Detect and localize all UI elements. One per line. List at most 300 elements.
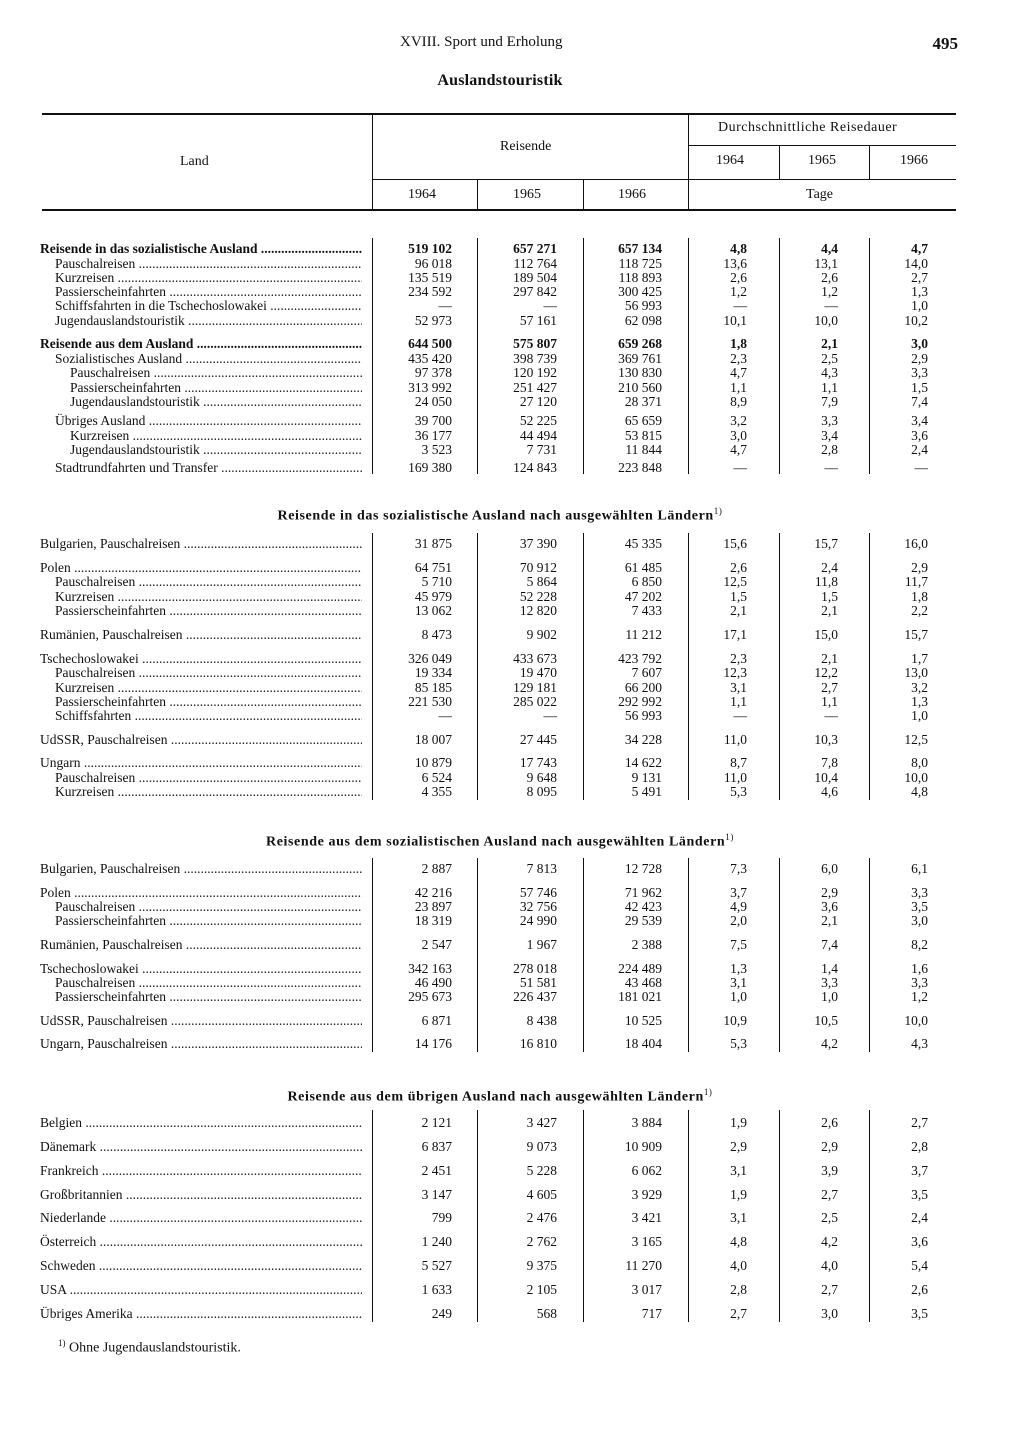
cell-reisedauer: 13,0	[904, 665, 928, 680]
cell-reisende: 5 864	[526, 574, 557, 589]
cell-reisende: 66 200	[624, 680, 662, 695]
col-year-dauer: 1964	[716, 153, 744, 168]
table-row	[0, 1013, 1024, 1028]
row-label: Bulgarien, Pauschalreisen .....	[40, 861, 362, 876]
cell-reisedauer: 1,1	[730, 380, 747, 395]
cell-reisedauer: 2,6	[730, 270, 747, 285]
cell-reisende: 2 388	[631, 937, 662, 952]
row-label: Polen .....	[40, 885, 362, 900]
cell-reisende: 65 659	[624, 413, 662, 428]
row-label: UdSSR, Pauschalreisen .....	[40, 1013, 362, 1028]
cell-reisende: 10 909	[624, 1139, 662, 1154]
cell-reisedauer: 2,7	[730, 1306, 747, 1321]
cell-reisedauer: 2,4	[821, 560, 838, 575]
cell-reisedauer: 3,2	[911, 680, 928, 695]
table-row	[0, 336, 1024, 351]
cell-reisedauer: 1,9	[730, 1187, 747, 1202]
cell-reisedauer: —	[824, 298, 838, 313]
cell-reisedauer: 1,8	[911, 589, 928, 604]
cell-reisedauer: 1,8	[730, 336, 747, 351]
cell-reisende: 221 530	[408, 694, 452, 709]
cell-reisende: —	[543, 298, 557, 313]
cell-reisende: —	[543, 708, 557, 723]
cell-reisedauer: 11,8	[814, 574, 838, 589]
cell-reisedauer: 4,2	[821, 1036, 838, 1051]
row-label: Kurzreisen .....	[55, 680, 362, 695]
header-divider	[477, 180, 478, 209]
cell-reisende: 2 547	[421, 937, 452, 952]
cell-reisedauer: 1,1	[730, 694, 747, 709]
cell-reisende: 6 837	[421, 1139, 452, 1154]
cell-reisedauer: 3,4	[821, 428, 838, 443]
cell-reisende: 435 420	[408, 351, 452, 366]
cell-reisedauer: 12,2	[814, 665, 838, 680]
cell-reisedauer: 1,7	[911, 651, 928, 666]
row-label: Jugendauslandstouristik .....	[55, 313, 362, 328]
row-label: Kurzreisen .....	[55, 270, 362, 285]
section-title-text: Reisende aus dem sozialistischen Ausland nach ausgewählten Ländern	[266, 834, 726, 850]
cell-reisedauer: 4,8	[730, 1234, 747, 1249]
table-row	[0, 413, 1024, 428]
table-row	[0, 913, 1024, 928]
cell-reisedauer: 12,5	[723, 574, 747, 589]
table-row	[0, 680, 1024, 695]
cell-reisende: 326 049	[408, 651, 452, 666]
cell-reisedauer: 4,8	[730, 241, 747, 256]
reisende-year-rule	[372, 179, 688, 180]
cell-reisende: 369 761	[618, 351, 662, 366]
row-label: USA .....	[40, 1282, 362, 1297]
cell-reisedauer: 7,4	[821, 937, 838, 952]
row-label: Frankreich .....	[40, 1163, 362, 1178]
cell-reisende: 223 848	[618, 460, 662, 475]
cell-reisende: 8 095	[526, 784, 557, 799]
cell-reisende: 96 018	[414, 256, 452, 271]
row-label: Jugendauslandstouristik .....	[70, 394, 362, 409]
row-label: Pauschalreisen .....	[55, 770, 362, 785]
row-label: Dänemark .....	[40, 1139, 362, 1154]
cell-reisende: 14 622	[624, 755, 662, 770]
row-label: Pauschalreisen .....	[55, 256, 362, 271]
cell-reisedauer: 2,6	[911, 1282, 928, 1297]
cell-reisedauer: 2,9	[821, 885, 838, 900]
cell-reisedauer: 10,0	[904, 1013, 928, 1028]
cell-reisedauer: —	[914, 460, 928, 475]
col-year-dauer: 1966	[900, 153, 928, 168]
row-label: Tschechoslowakei .....	[40, 961, 362, 976]
cell-reisedauer: 2,3	[730, 651, 747, 666]
row-label: Niederlande .....	[40, 1210, 362, 1225]
cell-reisedauer: 2,2	[911, 603, 928, 618]
table-row	[0, 1210, 1024, 1225]
row-label: Bulgarien, Pauschalreisen .....	[40, 536, 362, 551]
table-row	[0, 351, 1024, 366]
cell-reisedauer: 3,1	[730, 975, 747, 990]
cell-reisende: 53 815	[624, 428, 662, 443]
cell-reisedauer: 7,8	[821, 755, 838, 770]
cell-reisende: 37 390	[519, 536, 557, 551]
cell-reisende: 644 500	[408, 336, 452, 351]
cell-reisedauer: 2,5	[821, 1210, 838, 1225]
cell-reisende: 118 725	[618, 256, 662, 271]
row-label: Reisende aus dem Ausland .....	[40, 336, 362, 351]
cell-reisende: 7 731	[526, 442, 557, 457]
cell-reisende: 799	[431, 1210, 452, 1225]
row-label: Rumänien, Pauschalreisen .....	[40, 627, 362, 642]
table-row	[0, 241, 1024, 256]
cell-reisende: 45 979	[414, 589, 452, 604]
cell-reisende: 52 228	[519, 589, 557, 604]
cell-reisedauer: —	[733, 708, 747, 723]
table-row	[0, 365, 1024, 380]
header-divider	[779, 146, 780, 179]
cell-reisende: 2 887	[421, 861, 452, 876]
dauer-label-rule	[688, 145, 956, 146]
cell-reisedauer: 2,3	[730, 351, 747, 366]
cell-reisedauer: 14,0	[904, 256, 928, 271]
header-top-rule	[42, 113, 956, 115]
cell-reisedauer: 1,1	[821, 380, 838, 395]
cell-reisedauer: 7,5	[730, 937, 747, 952]
cell-reisende: 3 017	[631, 1282, 662, 1297]
row-label: Großbritannien .....	[40, 1187, 362, 1202]
cell-reisende: 224 489	[618, 961, 662, 976]
table-row	[0, 975, 1024, 990]
cell-reisedauer: 3,0	[821, 1306, 838, 1321]
cell-reisedauer: 3,2	[730, 413, 747, 428]
cell-reisedauer: 4,4	[821, 241, 838, 256]
cell-reisende: 14 176	[414, 1036, 452, 1051]
cell-reisedauer: 2,7	[821, 680, 838, 695]
row-label: Passierscheinfahrten .....	[55, 284, 362, 299]
header-divider	[372, 115, 373, 209]
cell-reisende: 29 539	[624, 913, 662, 928]
cell-reisedauer: 2,9	[911, 351, 928, 366]
cell-reisedauer: 3,5	[911, 1187, 928, 1202]
cell-reisende: 61 485	[624, 560, 662, 575]
cell-reisende: 6 062	[631, 1163, 662, 1178]
cell-reisedauer: 1,5	[730, 589, 747, 604]
cell-reisende: 17 743	[519, 755, 557, 770]
cell-reisende: 659 268	[618, 336, 662, 351]
section-title-text: Reisende in das sozialistische Ausland nach ausgewählten Ländern	[277, 508, 714, 524]
cell-reisedauer: 3,1	[730, 680, 747, 695]
row-label: Kurzreisen .....	[55, 589, 362, 604]
cell-reisedauer: 6,0	[821, 861, 838, 876]
page-header	[0, 34, 1024, 54]
table-row	[0, 937, 1024, 952]
row-label: Passierscheinfahrten .....	[55, 694, 362, 709]
table-row	[0, 899, 1024, 914]
cell-reisedauer: 2,8	[821, 442, 838, 457]
table-row	[0, 256, 1024, 271]
cell-reisende: 42 216	[414, 885, 452, 900]
cell-reisende: 181 021	[618, 989, 662, 1004]
cell-reisende: 11 844	[625, 442, 662, 457]
row-label: Pauschalreisen .....	[55, 975, 362, 990]
cell-reisedauer: 5,3	[730, 1036, 747, 1051]
cell-reisedauer: 10,9	[723, 1013, 747, 1028]
cell-reisende: 18 404	[624, 1036, 662, 1051]
cell-reisende: 1 967	[526, 937, 557, 952]
cell-reisedauer: 1,4	[821, 961, 838, 976]
row-label: Kurzreisen .....	[55, 784, 362, 799]
row-label: Polen .....	[40, 560, 362, 575]
table-row	[0, 428, 1024, 443]
cell-reisende: 42 423	[624, 899, 662, 914]
cell-reisedauer: 4,7	[911, 241, 928, 256]
cell-reisedauer: 3,1	[730, 1210, 747, 1225]
cell-reisedauer: 2,1	[821, 651, 838, 666]
cell-reisedauer: 11,0	[723, 770, 747, 785]
cell-reisende: 28 371	[624, 394, 662, 409]
cell-reisedauer: 4,8	[911, 784, 928, 799]
cell-reisende: 36 177	[414, 428, 452, 443]
row-label: Übriges Amerika .....	[40, 1306, 362, 1321]
col-year-dauer: 1965	[808, 153, 836, 168]
cell-reisedauer: 3,7	[730, 885, 747, 900]
cell-reisende: 34 228	[624, 732, 662, 747]
cell-reisedauer: 1,2	[821, 284, 838, 299]
cell-reisedauer: 1,1	[821, 694, 838, 709]
cell-reisedauer: 4,6	[821, 784, 838, 799]
table-row	[0, 732, 1024, 747]
footnote-ref: 1)	[713, 506, 723, 516]
cell-reisedauer: 4,0	[821, 1258, 838, 1273]
cell-reisedauer: 2,9	[730, 1139, 747, 1154]
cell-reisende: 19 470	[519, 665, 557, 680]
header-divider	[583, 180, 584, 209]
cell-reisedauer: 1,5	[911, 380, 928, 395]
cell-reisende: 85 185	[414, 680, 452, 695]
cell-reisedauer: 2,1	[821, 336, 838, 351]
cell-reisedauer: 2,1	[730, 603, 747, 618]
table-row	[0, 861, 1024, 876]
row-label: Pauschalreisen .....	[55, 574, 362, 589]
cell-reisedauer: 1,6	[911, 961, 928, 976]
cell-reisende: 423 792	[618, 651, 662, 666]
cell-reisende: 292 992	[618, 694, 662, 709]
cell-reisedauer: —	[733, 298, 747, 313]
footnote-text: Ohne Jugendauslandstouristik.	[65, 1340, 241, 1356]
table-row	[0, 1306, 1024, 1321]
cell-reisedauer: 4,3	[911, 1036, 928, 1051]
cell-reisedauer: 15,6	[723, 536, 747, 551]
table-row	[0, 1282, 1024, 1297]
table-row	[0, 885, 1024, 900]
cell-reisende: 45 335	[624, 536, 662, 551]
cell-reisedauer: 2,7	[911, 270, 928, 285]
col-year-reisende: 1965	[513, 187, 541, 202]
cell-reisende: 398 739	[513, 351, 557, 366]
cell-reisende: 130 830	[618, 365, 662, 380]
table-row	[0, 536, 1024, 551]
row-label: Schiffsfahrten .....	[55, 708, 362, 723]
cell-reisedauer: 7,9	[821, 394, 838, 409]
cell-reisedauer: 11,7	[904, 574, 928, 589]
table-row	[0, 1234, 1024, 1249]
cell-reisedauer: 3,5	[911, 1306, 928, 1321]
cell-reisedauer: 10,1	[723, 313, 747, 328]
cell-reisende: 278 018	[513, 961, 557, 976]
cell-reisende: 657 271	[513, 241, 557, 256]
cell-reisende: 7 607	[631, 665, 662, 680]
cell-reisedauer: 3,0	[911, 336, 928, 351]
table-row	[0, 1163, 1024, 1178]
cell-reisedauer: 11,0	[723, 732, 747, 747]
cell-reisende: 3 147	[421, 1187, 452, 1202]
cell-reisende: 1 240	[421, 1234, 452, 1249]
cell-reisedauer: 2,4	[911, 1210, 928, 1225]
row-label: Pauschalreisen .....	[55, 899, 362, 914]
row-label: Pauschalreisen .....	[55, 665, 362, 680]
cell-reisedauer: 3,1	[730, 1163, 747, 1178]
cell-reisende: 169 380	[408, 460, 452, 475]
cell-reisedauer: 3,6	[911, 1234, 928, 1249]
cell-reisende: 295 673	[408, 989, 452, 1004]
cell-reisedauer: —	[824, 460, 838, 475]
cell-reisedauer: 16,0	[904, 536, 928, 551]
cell-reisende: 2 762	[526, 1234, 557, 1249]
cell-reisedauer: 2,6	[821, 270, 838, 285]
table-row	[0, 1036, 1024, 1051]
cell-reisende: 568	[536, 1306, 557, 1321]
row-label: Jugendauslandstouristik .....	[70, 442, 362, 457]
cell-reisedauer: 10,4	[814, 770, 838, 785]
cell-reisedauer: 13,1	[814, 256, 838, 271]
row-label: Belgien .....	[40, 1115, 362, 1130]
footnote	[58, 1338, 241, 1357]
row-label: Schweden .....	[40, 1258, 362, 1273]
cell-reisende: 5 710	[421, 574, 452, 589]
cell-reisende: 4 605	[526, 1187, 557, 1202]
col-reisedauer: Durchschnittliche Reisedauer	[718, 120, 898, 135]
cell-reisedauer: 1,9	[730, 1115, 747, 1130]
section-title	[0, 832, 1000, 851]
section-title	[0, 506, 1000, 525]
cell-reisende: 64 751	[414, 560, 452, 575]
cell-reisende: 112 764	[513, 256, 557, 271]
cell-reisedauer: 12,5	[904, 732, 928, 747]
footnote-ref: 1)	[725, 832, 734, 842]
cell-reisende: 3 421	[631, 1210, 662, 1225]
cell-reisedauer: 1,3	[911, 694, 928, 709]
table-row	[0, 460, 1024, 475]
cell-reisende: 23 897	[414, 899, 452, 914]
row-label: Tschechoslowakei .....	[40, 651, 362, 666]
cell-reisedauer: 6,1	[911, 861, 928, 876]
cell-reisedauer: 3,7	[911, 1163, 928, 1178]
cell-reisende: 71 962	[624, 885, 662, 900]
cell-reisende: 13 062	[414, 603, 452, 618]
cell-reisedauer: 3,0	[730, 428, 747, 443]
cell-reisedauer: 3,3	[821, 413, 838, 428]
cell-reisedauer: 2,0	[730, 913, 747, 928]
table-row	[0, 784, 1024, 799]
cell-reisende: 47 202	[624, 589, 662, 604]
cell-reisende: 657 134	[618, 241, 662, 256]
cell-reisedauer: 1,0	[821, 989, 838, 1004]
cell-reisedauer: 3,6	[911, 428, 928, 443]
table-row	[0, 1115, 1024, 1130]
row-label: UdSSR, Pauschalreisen .....	[40, 732, 362, 747]
cell-reisende: 234 592	[408, 284, 452, 299]
cell-reisende: 118 893	[618, 270, 662, 285]
cell-reisedauer: —	[824, 708, 838, 723]
cell-reisedauer: —	[733, 460, 747, 475]
cell-reisedauer: 2,1	[821, 603, 838, 618]
table-row	[0, 755, 1024, 770]
cell-reisedauer: 4,7	[730, 442, 747, 457]
cell-reisende: 12 820	[519, 603, 557, 618]
cell-reisedauer: 2,6	[821, 1115, 838, 1130]
table-row	[0, 1258, 1024, 1273]
page-number: 495	[932, 34, 958, 53]
dauer-year-rule	[688, 179, 956, 180]
section-title	[0, 1087, 1000, 1106]
cell-reisende: 135 519	[408, 270, 452, 285]
cell-reisende: 52 973	[414, 313, 452, 328]
cell-reisende: 9 902	[526, 627, 557, 642]
table-row	[0, 989, 1024, 1004]
cell-reisedauer: 2,7	[821, 1187, 838, 1202]
cell-reisedauer: 8,9	[730, 394, 747, 409]
cell-reisedauer: 1,2	[730, 284, 747, 299]
cell-reisedauer: 4,3	[821, 365, 838, 380]
cell-reisende: 7 433	[631, 603, 662, 618]
cell-reisende: 18 007	[414, 732, 452, 747]
cell-reisedauer: 8,0	[911, 755, 928, 770]
cell-reisende: 313 992	[408, 380, 452, 395]
cell-reisende: 39 700	[414, 413, 452, 428]
cell-reisende: 189 504	[513, 270, 557, 285]
cell-reisende: 27 120	[519, 394, 557, 409]
cell-reisedauer: 4,0	[730, 1258, 747, 1273]
cell-reisedauer: 3,5	[911, 899, 928, 914]
cell-reisende: 4 355	[421, 784, 452, 799]
cell-reisedauer: 17,1	[723, 627, 747, 642]
table-row	[0, 380, 1024, 395]
row-label: Sozialistisches Ausland .....	[55, 351, 362, 366]
col-year-reisende: 1966	[618, 187, 646, 202]
cell-reisedauer: 1,2	[911, 989, 928, 1004]
cell-reisedauer: 2,8	[911, 1139, 928, 1154]
table-row	[0, 665, 1024, 680]
cell-reisende: 3 523	[421, 442, 452, 457]
cell-reisende: 3 929	[631, 1187, 662, 1202]
cell-reisedauer: 1,0	[911, 708, 928, 723]
cell-reisende: 6 871	[421, 1013, 452, 1028]
cell-reisende: 433 673	[513, 651, 557, 666]
cell-reisedauer: 15,0	[814, 627, 838, 642]
cell-reisende: 124 843	[513, 460, 557, 475]
cell-reisedauer: 3,3	[911, 885, 928, 900]
cell-reisende: 9 073	[526, 1139, 557, 1154]
cell-reisende: 43 468	[624, 975, 662, 990]
row-label: Pauschalreisen .....	[70, 365, 362, 380]
cell-reisedauer: 2,7	[821, 1282, 838, 1297]
cell-reisedauer: 15,7	[814, 536, 838, 551]
row-label: Passierscheinfahrten .....	[55, 603, 362, 618]
cell-reisende: 16 810	[519, 1036, 557, 1051]
cell-reisende: 24 050	[414, 394, 452, 409]
cell-reisedauer: 3,0	[911, 913, 928, 928]
cell-reisedauer: 3,3	[911, 365, 928, 380]
cell-reisedauer: 10,2	[904, 313, 928, 328]
cell-reisedauer: 15,7	[904, 627, 928, 642]
cell-reisende: 129 181	[513, 680, 557, 695]
cell-reisende: 3 165	[631, 1234, 662, 1249]
